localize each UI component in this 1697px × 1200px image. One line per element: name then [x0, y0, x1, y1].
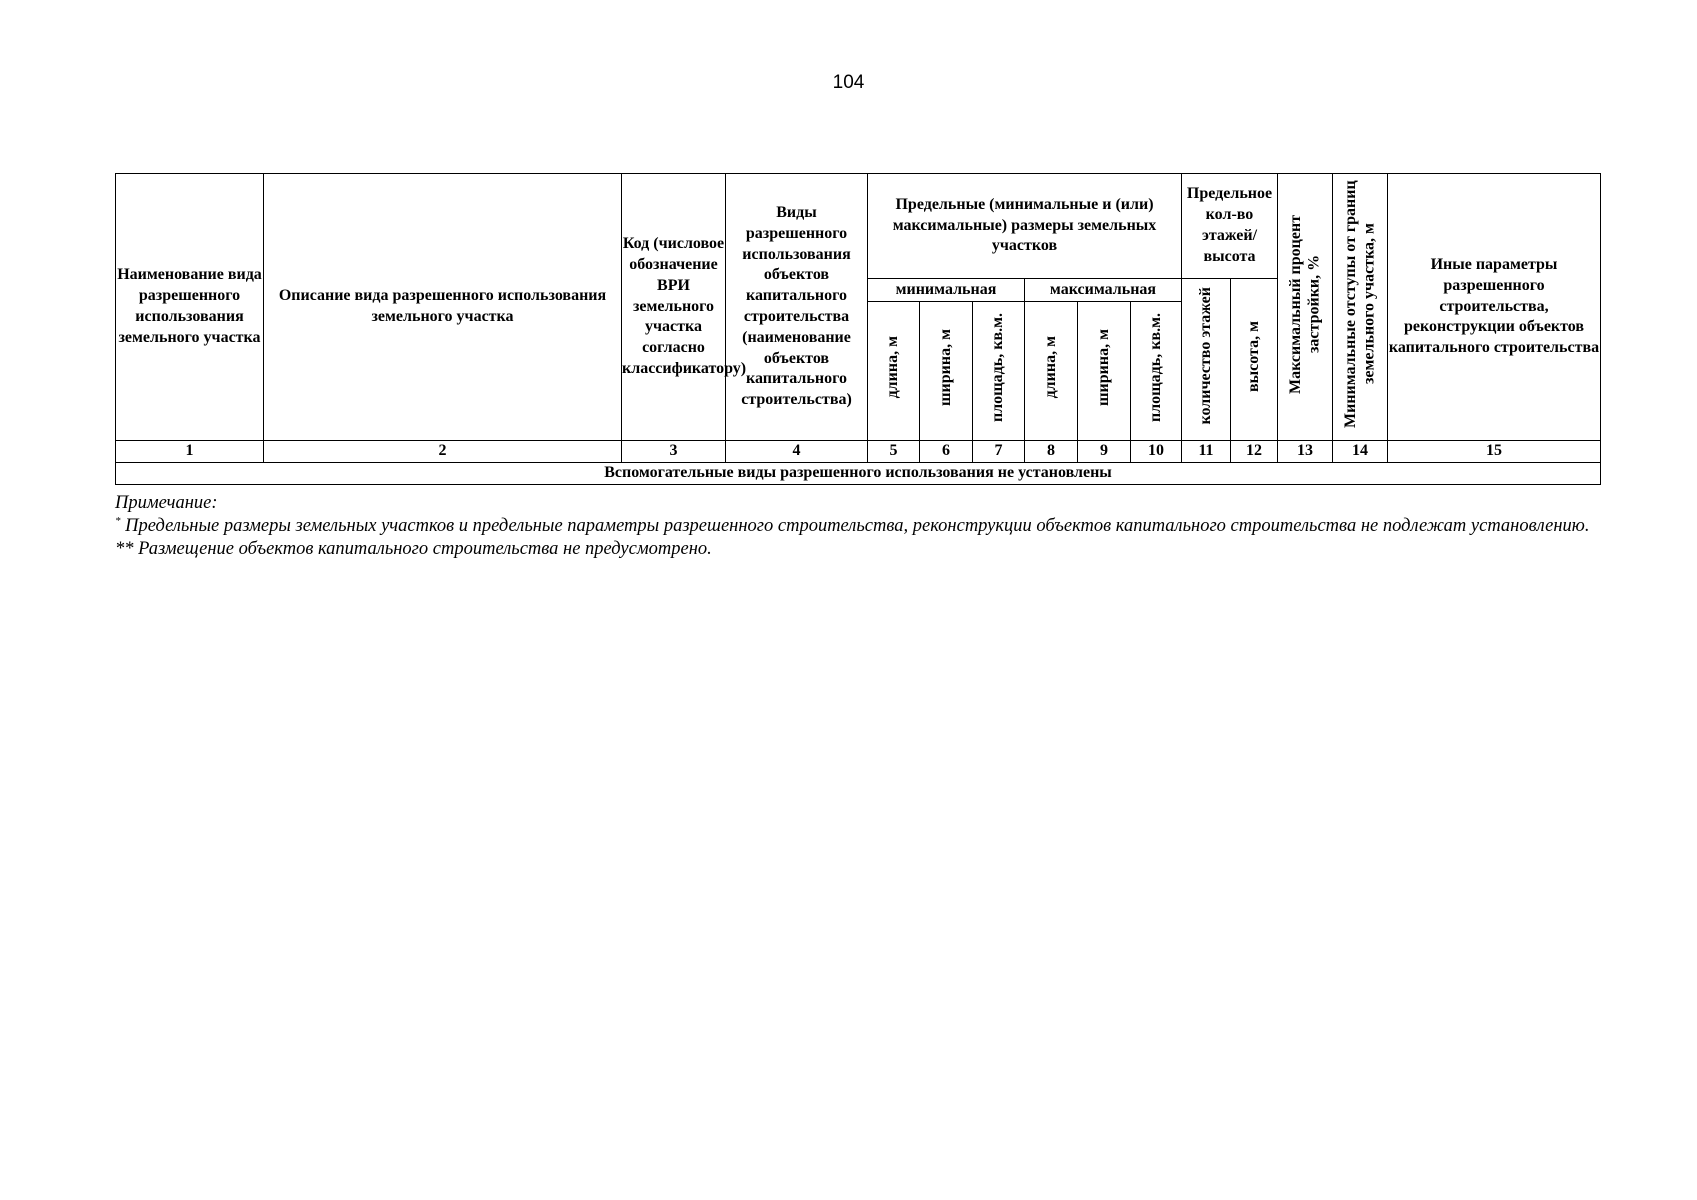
header-description: Описание вида разрешенного использования земельного участка [264, 174, 622, 441]
column-number: 15 [1388, 441, 1601, 463]
column-number: 4 [726, 441, 868, 463]
header-height [1231, 279, 1278, 441]
header-max-area [1131, 302, 1182, 441]
header-floors-count-text: количество этажей [1196, 287, 1214, 425]
note-2: ** Размещение объектов капитального строительства не предусмотрено. [115, 539, 712, 559]
column-number: 14 [1333, 441, 1388, 463]
header-max-width [1078, 302, 1131, 441]
header-other-params: Иные параметры разрешенного строительства, реконструкции объектов капитального строительства [1388, 174, 1601, 441]
header-floors-height: Предельное кол-во этажей/ высота [1182, 174, 1278, 279]
header-min-length [868, 302, 920, 441]
header-min-width-text: ширина, м [936, 329, 954, 407]
notes [115, 492, 1605, 561]
column-number: 5 [868, 441, 920, 463]
header-height-text: высота, м [1244, 320, 1262, 392]
column-numbers-row [116, 441, 1601, 463]
header-max-area-text: площадь, кв.м. [1146, 313, 1164, 423]
column-number: 6 [920, 441, 973, 463]
notes-title: Примечание: [115, 493, 218, 513]
note-1-marker: * [115, 514, 121, 527]
column-number: 11 [1182, 441, 1231, 463]
header-max-width-text: ширина, м [1094, 329, 1112, 407]
header-oks-types: Виды разрешенного использования объектов капитального строительства (наименование объектов капитального строительства) [726, 174, 868, 441]
column-number: 7 [973, 441, 1025, 463]
column-number: 13 [1278, 441, 1333, 463]
header-min-area-text: площадь, кв.м. [989, 313, 1007, 423]
note-1 [115, 515, 1605, 538]
header-max-building-percent [1278, 174, 1333, 441]
header-code: Код (числовое обозначение ВРИ земельного участка согласно классификатору) [622, 174, 726, 441]
header-min-group: минимальная [868, 279, 1025, 302]
header-floors-count [1182, 279, 1231, 441]
column-number: 12 [1231, 441, 1278, 463]
page-number: 104 [832, 72, 865, 93]
header-max-group: максимальная [1025, 279, 1182, 302]
header-max-length [1025, 302, 1078, 441]
column-number: 1 [116, 441, 264, 463]
header-min-length-text: длина, м [884, 336, 902, 399]
header-max-building-percent-text: Максимальный процент застройки, % [1286, 214, 1322, 394]
header-name: Наименование вида разрешенного использования земельного участка [116, 174, 264, 441]
header-min-width [920, 302, 973, 441]
column-number: 8 [1025, 441, 1078, 463]
header-plot-sizes: Предельные (минимальные и (или) максимальные) размеры земельных участков [868, 174, 1182, 279]
header-max-length-text: длина, м [1041, 336, 1059, 399]
column-number: 2 [264, 441, 622, 463]
header-min-setbacks-text: Минимальные отступы от границ земельного участка, м [1341, 179, 1377, 428]
note-1-text: Предельные размеры земельных участков и предельные параметры разрешенного строительства, реконструкции объектов капитального строительства не подлежат установлению. [120, 516, 1590, 536]
regulations-table [115, 173, 1601, 485]
column-number: 3 [622, 441, 726, 463]
auxiliary-types-row: Вспомогательные виды разрешенного использования не установлены [116, 462, 1601, 484]
column-number: 10 [1131, 441, 1182, 463]
column-number: 9 [1078, 441, 1131, 463]
header-min-setbacks [1333, 174, 1388, 441]
header-min-area [973, 302, 1025, 441]
